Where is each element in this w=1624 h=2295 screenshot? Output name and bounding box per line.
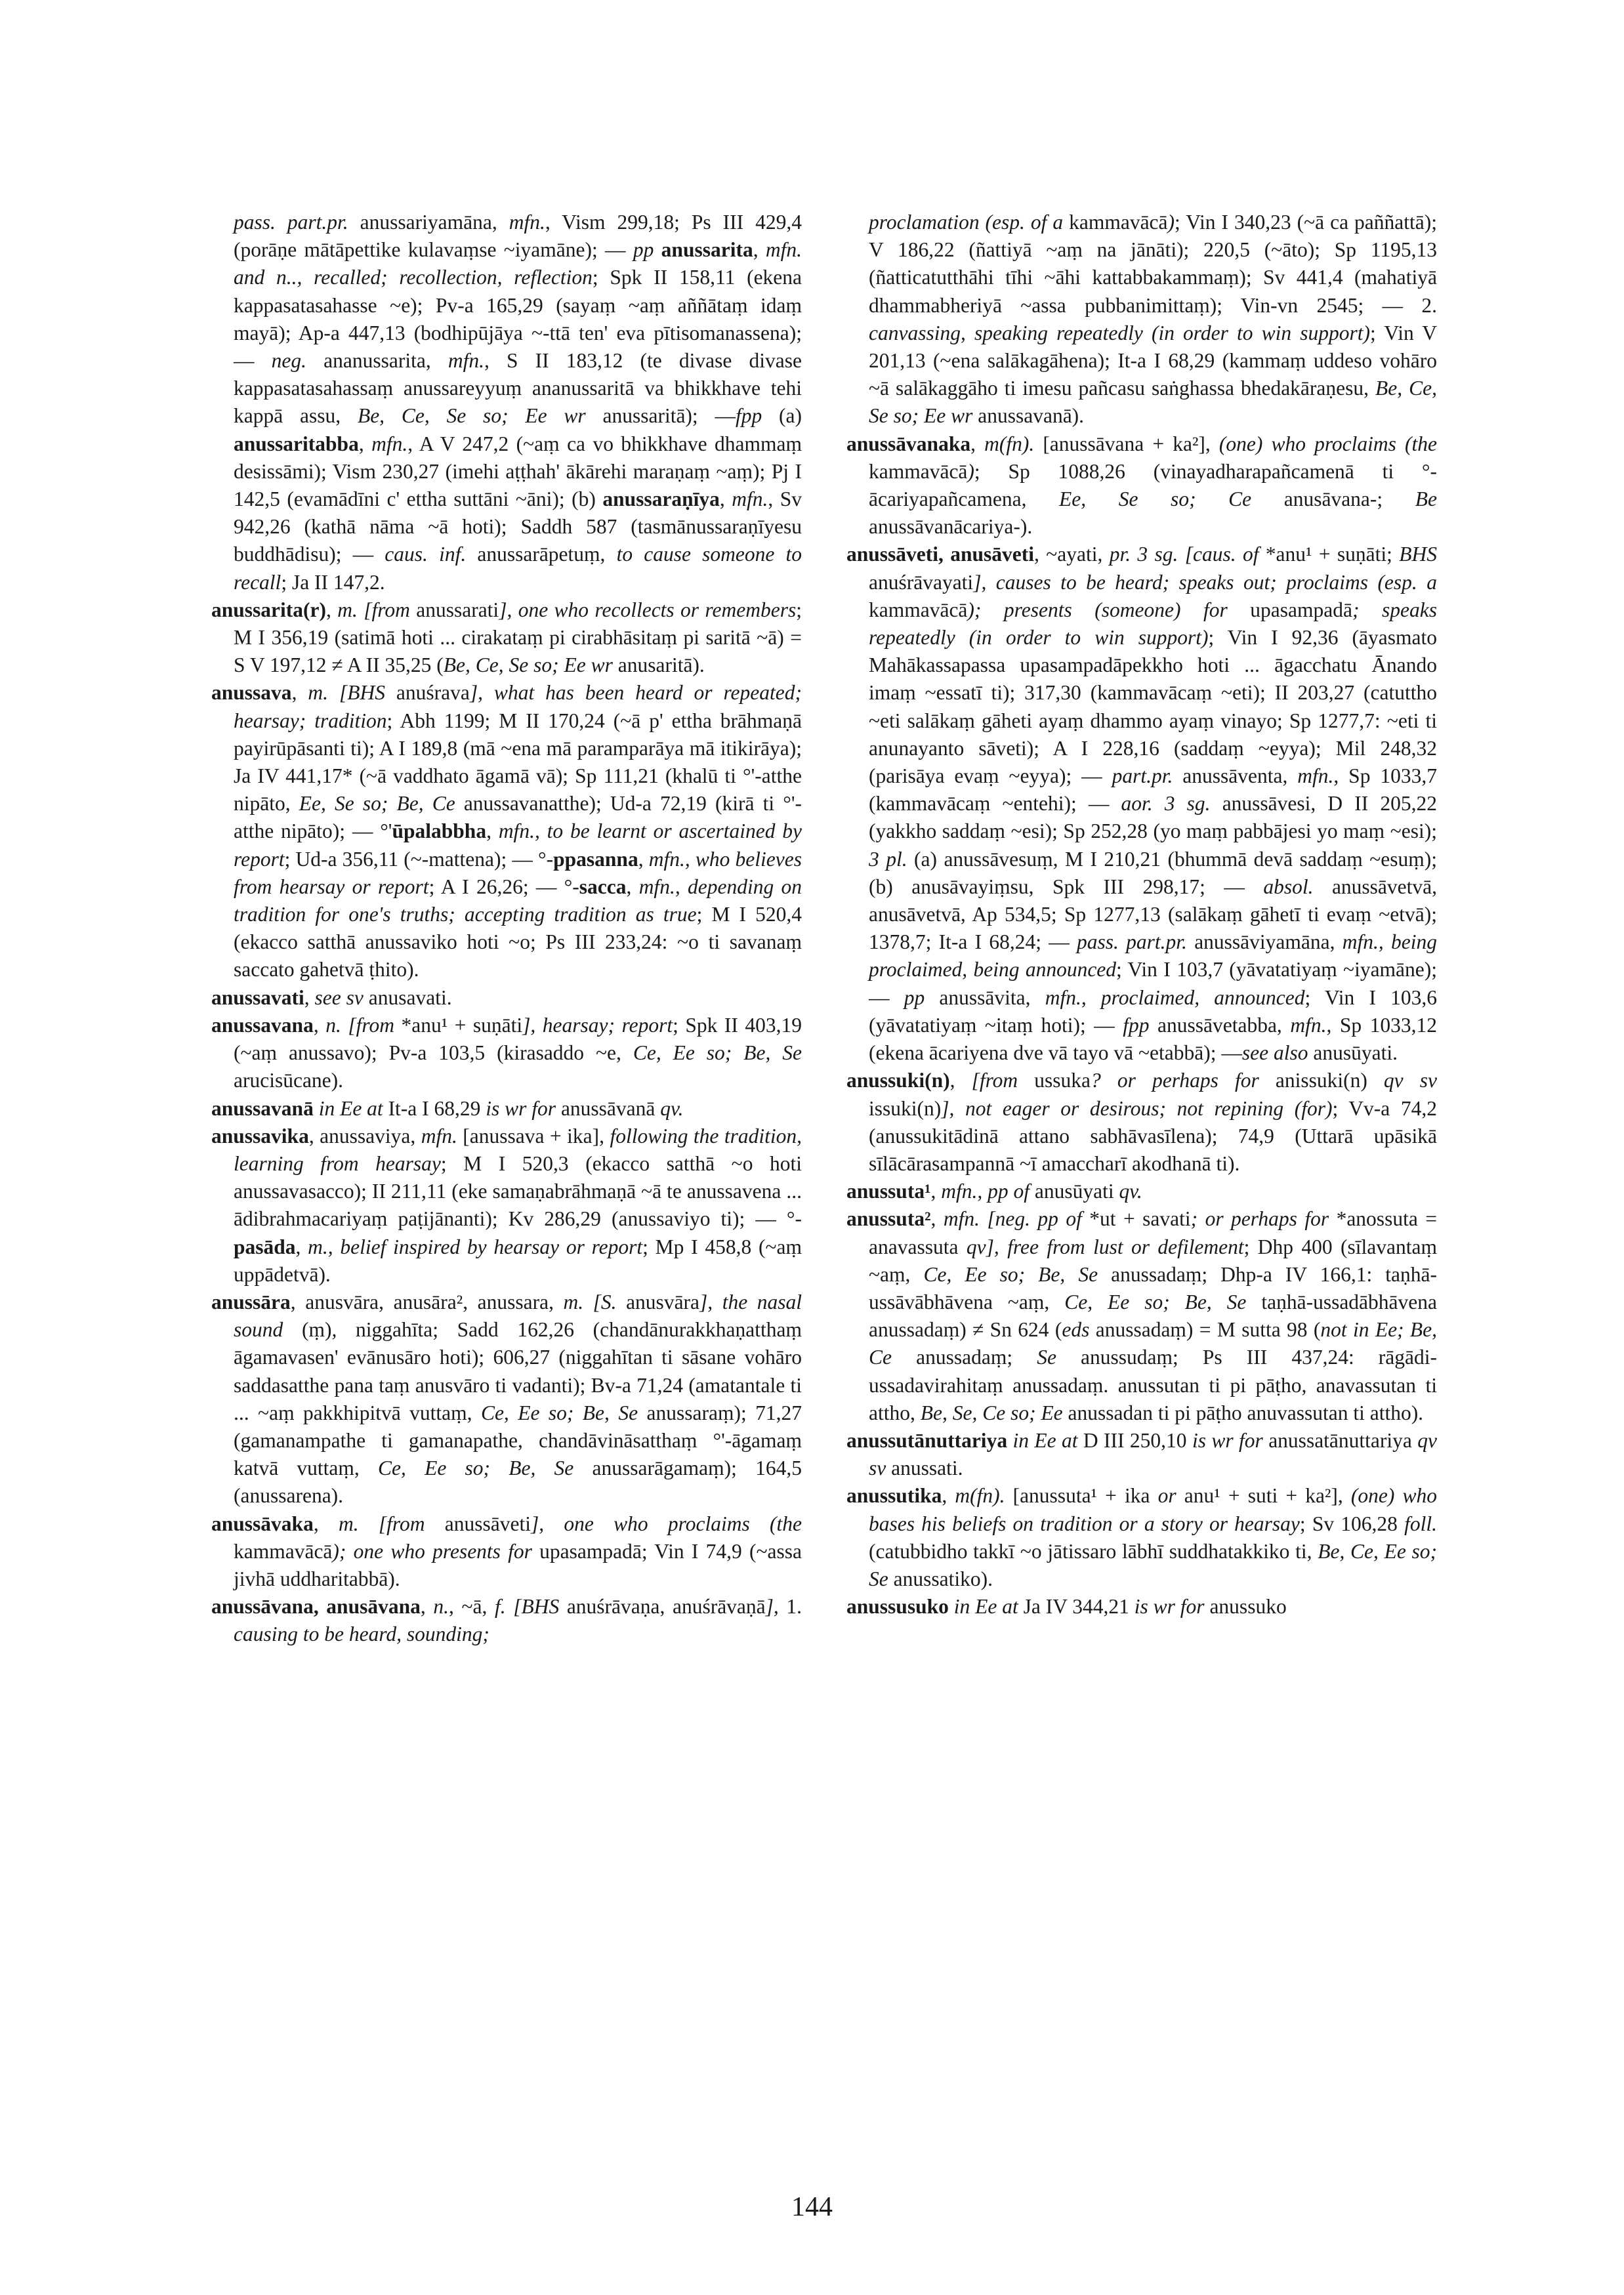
italic-text: pp	[633, 238, 661, 262]
text: kammavācā	[869, 459, 968, 483]
text: ,	[295, 1235, 308, 1258]
text: ; Mp I 458,8 (~aṃ uppādetvā).	[234, 1235, 802, 1286]
italic-text: 3 pl.	[869, 847, 915, 871]
italic-text: Ee, Se so; Ce	[1059, 487, 1284, 511]
text: anussāvesi, D II 205,22 (yakkho saddaṃ ~esi); Sp 252,28 (yo maṃ pabbājesi yo maṃ ~esi);	[869, 792, 1438, 843]
italic-text: n.	[433, 1595, 449, 1619]
italic-text: part.pr.	[1112, 764, 1183, 788]
text: ananussarita,	[323, 349, 448, 373]
dictionary-entry	[211, 679, 802, 983]
text: anussadaṃ) = M sutta 98 (	[1095, 1318, 1321, 1342]
italic-text: Ee, Se so; Be, Ce	[299, 792, 464, 816]
headword: anussuta¹	[846, 1180, 931, 1203]
text: ; M I 520,4 (ekacco satthā anussaviko hoti ~o; Ps III 233,24: ~o ti savanaṃ saccato gahetvā ṭhito).	[234, 903, 802, 982]
text: ,	[719, 487, 732, 511]
headword: anussavika	[211, 1124, 309, 1148]
dictionary-entry	[846, 1593, 1437, 1621]
text: *ut + savati	[1089, 1207, 1191, 1231]
text: anussarāgamaṃ); 164,5 (anussarena).	[234, 1457, 802, 1508]
text: [anussuta¹ + ika	[1005, 1484, 1158, 1508]
text: ,	[326, 598, 338, 621]
dictionary-entry	[211, 984, 802, 1012]
italic-text: (one) who proclaims (the	[1218, 432, 1437, 455]
right-column	[846, 209, 1437, 1621]
text: kammavācā	[869, 598, 968, 621]
text: anussāvita,	[939, 985, 1045, 1009]
text: anussadaṃ;	[916, 1346, 1037, 1369]
italic-text: )	[1167, 211, 1175, 234]
text: anussavanā).	[978, 404, 1085, 428]
headword: sacca	[579, 875, 627, 898]
italic-text: Be, Ce, Se so; Ee wr	[443, 653, 618, 677]
italic-text: pr. 3 sg. [caus. of	[1109, 543, 1266, 566]
dictionary-entry	[211, 1095, 802, 1123]
dictionary-entry	[211, 1510, 802, 1594]
text: ; Sp 1088,26 (vinayadharapañcamenā ti °-ācariyapañcamena,	[869, 459, 1437, 511]
text: ; Sv 106,28	[1299, 1512, 1405, 1535]
italic-text: mfn.	[509, 211, 545, 234]
italic-text: m(fn).	[955, 1484, 1005, 1508]
text: ; Vin I 92,36 (āyasmato Mahākassapassa upasampadāpekkho hoti ... āgacchatu Ānando imaṃ ~essatī ti); 317,30 (kammavācaṃ ~eti); II 203,27 (catuttho ~eti salākaṃ gāheti ayaṃ dhammo ayaṃ vinayo; Sp 1277,7: ~eti ti anunayanto sāveti); A I 228,16 (saddaṃ ~eyya); Mil 248,32 (parisāya evaṃ ~eyya); —	[869, 626, 1437, 788]
italic-text: fpp	[1123, 1013, 1157, 1037]
text: anussatiko).	[893, 1567, 993, 1590]
text: ; Spk II 158,11 (ekena kappasatasahasse ~e); Pv-a 165,29 (sayaṃ ~aṃ aññātaṃ idaṃ mayā); Ap-a 447,13 (bodhipūjāya ~-ttā ten' eva pītisomanassena); —	[234, 266, 802, 373]
text: anussāvetvā, anusāvetvā, Ap 534,5; Sp 1277,13 (salākaṃ gāhetī ti evaṃ ~etvā); 1378,7; It-a I 68,24; —	[869, 875, 1438, 954]
italic-text: mfn., to be learnt or ascertained by report	[234, 819, 802, 871]
entry-continuation	[211, 209, 802, 596]
italic-text: causing to be heard, sounding;	[234, 1623, 489, 1646]
headword: anussavanā	[211, 1096, 319, 1120]
text: *anu¹ + suṇāti;	[1265, 543, 1400, 566]
italic-text: neg.	[271, 349, 324, 373]
text: anussati.	[891, 1457, 963, 1480]
italic-text: mfn., being proclaimed, being announced	[869, 930, 1437, 982]
text: 1.	[786, 1595, 802, 1619]
text: anussāvanā	[560, 1096, 661, 1120]
headword: anussāvana, anusāvana	[211, 1595, 421, 1619]
text: (a) anussāvesuṃ, M I 210,21 (bhummā devā saddaṃ ~esuṃ); (b) anusāvayiṃsu, Spk III 298,17; —	[869, 847, 1437, 898]
italic-text: foll.	[1404, 1512, 1437, 1535]
text: anusvāra	[626, 1290, 700, 1313]
headword: anussuta²	[846, 1207, 931, 1231]
italic-text: ], one who recollects or remembers	[499, 598, 797, 621]
italic-text: ], hearsay; report	[522, 1013, 673, 1037]
text: anussarati	[416, 598, 499, 621]
text: anuśrava	[396, 681, 470, 705]
text: ; Vv-a 74,2 (anussukitādinā attano sabhāvasīlena); 74,9 (Uttarā upāsikā sīlācārasampannā ~ī amaccharī akodhanā ti).	[869, 1096, 1437, 1175]
text: , Vism 299,18; Ps III 429,4 (porāṇe mātāpettike kulavaṃse ~iyamāne); —	[234, 211, 802, 262]
text: ,	[304, 985, 315, 1009]
italic-text: mfn.	[371, 432, 408, 455]
italic-text: is wr for	[486, 1096, 561, 1120]
headword: anussarita(r)	[211, 598, 326, 621]
italic-text: proclamation (esp. of a	[869, 211, 1070, 234]
text: anussadan ti pi pāṭho anuvassutan ti attho).	[1068, 1401, 1424, 1424]
text: ,	[930, 1207, 944, 1231]
text: ; M I 356,19 (satimā hoti ... cirakataṃ pi cirabhāsitaṃ pi saritā ~ā) = S V 197,12 ≠ A II 35,25 (	[234, 598, 802, 677]
text: anussaritā); —	[602, 404, 736, 428]
italic-text: ], not eager or desirous; not repining (for)	[941, 1096, 1333, 1120]
italic-text: Be, Ce, Ee so; Se	[869, 1539, 1438, 1590]
text: ,	[638, 847, 649, 871]
italic-text: mfn., proclaimed, announced	[1045, 985, 1305, 1009]
text: ,	[358, 432, 372, 455]
text: ,	[626, 875, 639, 898]
text: upasampadā; Vin I 74,9 (~assa jivhā uddharitabbā).	[234, 1539, 802, 1590]
italic-text: (one) who bases his beliefs on tradition or a story or hearsay	[869, 1484, 1438, 1535]
italic-text: see also	[1241, 1041, 1314, 1065]
text: [anussava + ika],	[463, 1124, 610, 1148]
dictionary-entry	[846, 1482, 1437, 1593]
dictionary-entry	[846, 1178, 1437, 1205]
italic-text: mfn., depending on tradition for one's truths; accepting tradition as true	[234, 875, 802, 926]
italic-text: qv sv	[1383, 1069, 1437, 1092]
italic-text: or	[1157, 1484, 1184, 1508]
text: ,	[970, 432, 985, 455]
text: (catubbidho takkī ~o jātissaro lābhī suddhatakkiko ti,	[869, 1539, 1318, 1563]
italic-text: eds	[1062, 1318, 1096, 1342]
text: anussāvetabba,	[1157, 1013, 1291, 1037]
italic-text: Ce, Ee so; Be, Se	[1064, 1290, 1262, 1313]
italic-text: to cause someone to recall	[234, 543, 802, 594]
italic-text: )	[967, 459, 974, 483]
italic-text: Se	[1037, 1346, 1081, 1369]
text: anussuko	[1209, 1595, 1287, 1619]
text: , ~ā,	[448, 1595, 495, 1619]
text: ; Vin I 340,23 (~ā ca paññattā); V 186,22 (ñattiyā ~aṃ na jānāti); 220,5 (~āto); Sp 1195,13 (ñatticatutthāhi tīhi ~āhi kattabbakammaṃ); Sv 441,4 (mahatiyā dhammabheriyā ~assa pubbanimittaṃ); Vin-vn 2545; — 2.	[869, 211, 1437, 317]
text: anusūyati.	[1313, 1041, 1398, 1065]
text: anusūyati	[1034, 1180, 1119, 1203]
italic-text: mfn.	[732, 487, 768, 511]
text: anusavati.	[368, 985, 452, 1009]
text: anusāvana-;	[1283, 487, 1415, 511]
text: , ~ayati,	[1034, 543, 1110, 566]
italic-text: caus. inf.	[385, 543, 478, 566]
text: ; A I 26,26; — °-	[428, 875, 579, 898]
italic-text: ); one who presents for	[332, 1539, 540, 1563]
italic-text: ,	[331, 1318, 356, 1342]
italic-text: in Ee at	[318, 1096, 388, 1120]
italic-text: following the tradition, learning from hearsay	[234, 1124, 802, 1175]
text: Ja IV 344,21	[1023, 1595, 1135, 1619]
italic-text: Be	[1415, 487, 1437, 511]
text: D III 250,10	[1083, 1428, 1192, 1452]
headword: anussāveti, anusāveti	[846, 543, 1035, 566]
text: ; Vin I 103,6 (yāvatatiyaṃ ~itaṃ hoti); —	[869, 985, 1438, 1037]
headword: ppasanna	[553, 847, 638, 871]
italic-text: is wr for	[1192, 1428, 1269, 1452]
italic-text: ; or perhaps for	[1190, 1207, 1337, 1231]
italic-text: ], what has been heard or repeated; hearsay; tradition	[234, 681, 802, 732]
italic-text: mfn. [neg. pp of	[943, 1207, 1090, 1231]
italic-text: Ce, Ee so; Be, Se	[378, 1457, 593, 1480]
page-number: 144	[791, 2192, 833, 2222]
text: anussavanatthe); Ud-a 72,19 (kirā ti °'-atthe nipāto); — °'	[234, 792, 802, 843]
italic-text: n. [from	[325, 1013, 402, 1037]
text: anissuki(n)	[1275, 1069, 1384, 1092]
text: ,	[291, 681, 308, 705]
italic-text: m. [BHS	[308, 681, 396, 705]
text: arucisūcane).	[234, 1069, 344, 1092]
text: taṇhā-ussadābhāvena anussadaṃ) ≠ Sn 624 (	[869, 1290, 1437, 1342]
italic-text: BHS	[1399, 543, 1437, 566]
italic-text: pass. part.pr.	[1077, 930, 1195, 954]
text: ; Spk II 403,19 (~aṃ anussavo); Pv-a 103,5 (kirasaddo ~e,	[234, 1013, 802, 1065]
headword: anussutānuttariya	[846, 1428, 1013, 1452]
italic-text: m. [from	[338, 1512, 445, 1535]
text: ; Vin I 103,7 (yāvatatiyaṃ ~iyamāne); —	[869, 958, 1438, 1009]
text: ,	[313, 1013, 326, 1037]
text: ,	[420, 1595, 434, 1619]
italic-text: ; speaks repeatedly (in order to win support)	[869, 598, 1437, 650]
text: ; Dhp 400 (sīlavantaṃ ~aṃ,	[869, 1235, 1437, 1286]
italic-text: [from	[971, 1069, 1035, 1092]
italic-text: not in Ee; Be, Ce	[869, 1318, 1437, 1369]
text: ,	[486, 819, 499, 843]
left-column	[211, 209, 802, 1649]
text: anussariyamāna,	[360, 211, 509, 234]
text: ,	[949, 1069, 972, 1092]
text: It-a I 68,29	[388, 1096, 486, 1120]
italic-text: m(fn).	[984, 432, 1035, 455]
italic-text: qv sv	[869, 1428, 1438, 1480]
italic-text: fpp	[735, 404, 780, 428]
headword: anussaraṇīya	[602, 487, 720, 511]
italic-text: mfn.	[448, 349, 484, 373]
text: anussāvanācariya-).	[869, 515, 1033, 539]
italic-text: Be, Ce, Se so; Ee wr	[357, 404, 603, 428]
text: , anussaviya,	[308, 1124, 421, 1148]
text: , A V 247,2 (~aṃ ca vo bhikkhave dhammaṃ desissāmi); Vism 230,27 (imehi aṭṭhah' ākārehi maraṇaṃ ~aṃ); Pj I 142,5 (evamādīni c' ettha suttāni ~āni); (b)	[234, 432, 802, 511]
italic-text: mfn. and n.., recalled; recollection, reflection	[234, 238, 802, 289]
headword: anussāvaka	[211, 1512, 314, 1535]
text: ; Ja II 147,2.	[281, 570, 385, 594]
italic-text: is wr for	[1134, 1595, 1210, 1619]
text: anussadaṃ; Dhp-a IV 166,1: taṇhā-ussāvābhāvena ~aṃ,	[869, 1262, 1438, 1313]
text: niggahīta; Sadd 162,26 (chandānurakkhaṇatthaṃ āgamavasen' evānusāro hoti); 606,27 (niggahītan ti sāsane vohāro saddasatthe pana taṃ anusvāro ti vadanti); Bv-a 71,24 (amatantale ti ... ~aṃ pakkhipitvā vuttaṃ,	[234, 1318, 802, 1424]
italic-text: mfn.	[421, 1124, 463, 1148]
text: anussāveti	[444, 1512, 531, 1535]
italic-text: see sv	[314, 985, 369, 1009]
text: anussāventa,	[1182, 764, 1298, 788]
italic-text: mfn., who believes from hearsay or report	[234, 847, 802, 898]
text: anuśrāvaṇa, anuśrāvaṇā	[566, 1595, 766, 1619]
italic-text: pp	[904, 985, 940, 1009]
text: ; Ud-a 356,11 (~-mattena); — °-	[284, 847, 554, 871]
italic-text: ], one who proclaims (the	[530, 1512, 802, 1535]
headword: pasāda	[234, 1235, 296, 1258]
headword: anussava	[211, 681, 292, 705]
text: ; M I 520,3 (ekacco satthā ~o hoti anussavasacco); II 211,11 (eke samaṇabrāhmaṇā ~ā te anussavena ... ādibrahmacariyaṃ paṭijānanti); Kv 286,29 (anussaviyo ti); — °-	[234, 1151, 802, 1231]
headword: anussusuko	[846, 1595, 954, 1619]
italic-text: ], the nasal sound	[234, 1290, 802, 1342]
dictionary-entry	[846, 1067, 1437, 1178]
italic-text: mfn.	[1290, 1013, 1327, 1037]
italic-text: f. [BHS	[494, 1595, 567, 1619]
headword: anussavana	[211, 1013, 314, 1037]
italic-text: canvassing, speaking repeatedly (in order to win support)	[869, 321, 1371, 344]
italic-text: in Ee at	[953, 1595, 1024, 1619]
text: ,	[930, 1180, 942, 1203]
dictionary-entry	[211, 1012, 802, 1095]
italic-text: m. [S.	[563, 1290, 627, 1313]
text: anu¹ + suti + ka²],	[1184, 1484, 1351, 1508]
dictionary-entry	[846, 430, 1437, 541]
text: kammavācā	[234, 1539, 333, 1563]
italic-text: m. [from	[337, 598, 417, 621]
text: anussāviyamāna,	[1194, 930, 1343, 954]
italic-text: qv.	[660, 1096, 684, 1120]
text: ,	[313, 1512, 339, 1535]
text: , Sp 1033,7 (kammavācaṃ ~entehi); —	[869, 764, 1437, 816]
text: issuki(n)	[869, 1096, 942, 1120]
headword: anussaritabba	[234, 432, 359, 455]
headword: anussāvanaka	[846, 432, 971, 455]
italic-text: pass. part.pr.	[234, 211, 360, 234]
text: (ṃ)	[301, 1318, 332, 1342]
headword: anussuki(n)	[846, 1069, 950, 1092]
italic-text: qv.	[1119, 1180, 1142, 1203]
text: (a)	[779, 404, 802, 428]
headword: anussāra	[211, 1290, 291, 1313]
text: *anu¹ + suṇāti	[401, 1013, 523, 1037]
text: kammavācā	[1069, 211, 1168, 234]
text: ; Vin V 201,13 (~ena salākagāhena); It-a I 68,29 (kammaṃ uddeso vohāro ~ā salākaggāho ti imesu pañcasu saṅghassa bhedakāraṇesu,	[869, 321, 1437, 400]
text: *anossuta = anavassuta	[869, 1207, 1438, 1258]
text: anussarāpetuṃ,	[477, 543, 617, 566]
text: anussatānuttariya	[1268, 1428, 1418, 1452]
headword: anussarita	[661, 238, 753, 262]
headword: anussutika	[846, 1484, 942, 1508]
italic-text: qv], free from lust or defilement	[966, 1235, 1244, 1258]
text: upasampadā	[1250, 598, 1352, 621]
italic-text: ? or perhaps for	[1091, 1069, 1276, 1092]
text: ,	[942, 1484, 955, 1508]
italic-text: mfn., pp of	[941, 1180, 1035, 1203]
text: [anussāvana + ka²],	[1034, 432, 1219, 455]
dictionary-entry	[846, 1205, 1437, 1427]
dictionary-entry	[846, 541, 1437, 1067]
text: anussudaṃ; Ps III 437,24: rāgādi-ussadavirahitaṃ anussadaṃ. anussutan ti pi pāṭho, anavassutan ti attho,	[869, 1346, 1438, 1424]
headword: anussavati	[211, 985, 304, 1009]
text: anuśrāvayati	[869, 570, 974, 594]
dictionary-entry	[846, 1427, 1437, 1482]
italic-text: Ce, Ee so; Be, Se	[480, 1401, 647, 1424]
text: ,	[753, 238, 766, 262]
text: anussaraṃ); 71,27 (gamanampathe ti gamanapathe, chandāvināsatthaṃ °'-āgamaṃ katvā vuttaṃ,	[234, 1401, 802, 1480]
dictionary-entry	[211, 596, 802, 680]
dictionary-entry	[211, 1289, 802, 1510]
italic-text: Be, Ce, Se so; Ee wr	[869, 377, 1437, 428]
entry-continuation	[846, 209, 1437, 430]
text: , Sp 1033,12 (ekena ācariyena dve vā tayo vā ~etabbā); —	[869, 1013, 1437, 1065]
headword: ūpalabbha	[392, 819, 487, 843]
italic-text: aor. 3 sg.	[1121, 792, 1222, 816]
italic-text: Ce, Ee so; Be, Se	[923, 1262, 1112, 1286]
italic-text: Ce, Ee so; Be, Se	[633, 1041, 802, 1065]
italic-text: Be, Se, Ce so; Ee	[920, 1401, 1068, 1424]
italic-text: absol.	[1263, 875, 1332, 898]
text: anusaritā).	[617, 653, 705, 677]
text: , anusvāra, anusāra², anussara,	[290, 1290, 564, 1313]
italic-text: mfn.	[1297, 764, 1334, 788]
dictionary-entry	[211, 1123, 802, 1289]
text: ussuka	[1034, 1069, 1091, 1092]
italic-text: ); presents (someone) for	[967, 598, 1251, 621]
italic-text: ],	[765, 1595, 787, 1619]
dictionary-entry	[211, 1593, 802, 1648]
italic-text: ], causes to be heard; speaks out; proclaims (esp. a	[973, 570, 1437, 594]
text: ; Abh 1199; M II 170,24 (~ā p' ettha brāhmaṇā payirūpāsanti ti); A I 189,8 (mā ~ena mā paramparāya mā itikirāya); Ja IV 441,17* (~ā vaddhato āgamā vā); Sp 111,21 (khalū ti °'-atthe nipāto,	[234, 709, 802, 816]
text: , S II 183,12 (te divase divase kappasatasahassaṃ anussareyyuṃ ananussaritā va bhikkhave tehi kappā assu,	[234, 349, 802, 428]
italic-text: in Ee at	[1012, 1428, 1083, 1452]
italic-text: m., belief inspired by hearsay or report	[308, 1235, 643, 1258]
text: , Sv 942,26 (kathā nāma ~ā hoti); Saddh 587 (tasmānussaraṇīyesu buddhādisu); —	[234, 487, 802, 566]
